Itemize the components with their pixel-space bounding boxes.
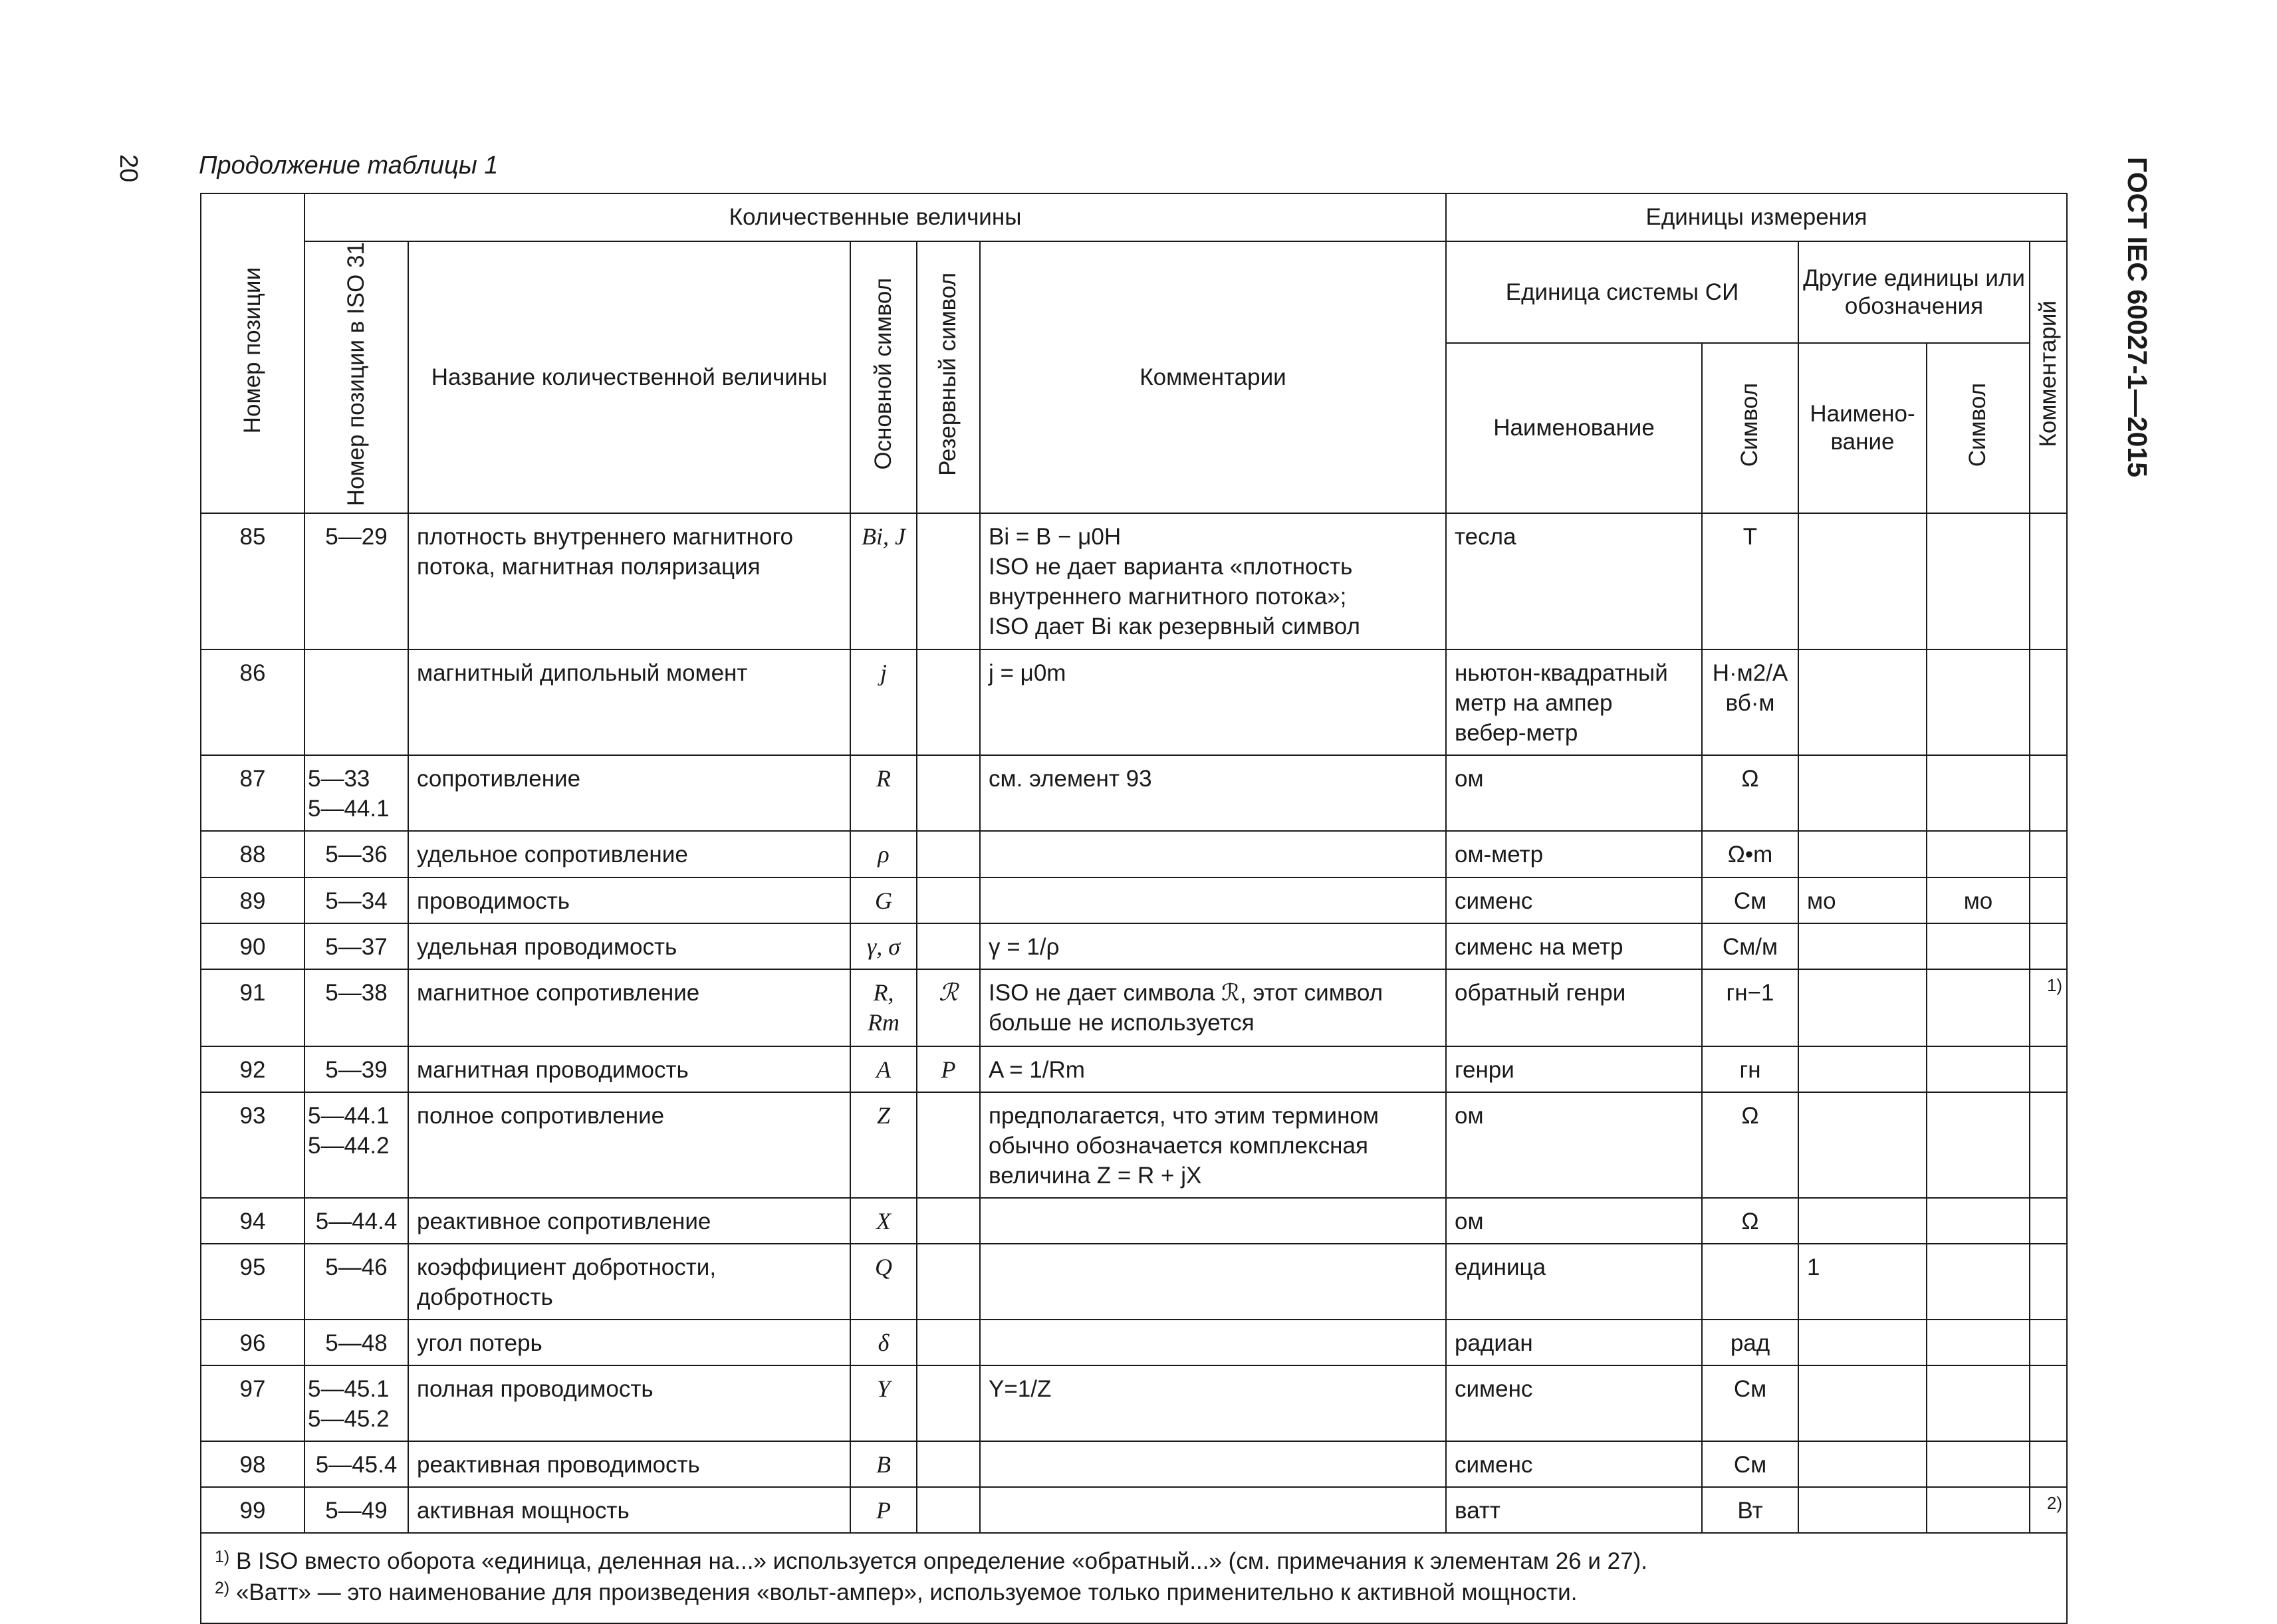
cell-reserve-symbol: ℛ	[917, 969, 980, 1046]
header-quantity-name: Название количественной величины	[408, 241, 850, 513]
cell-other-name	[1798, 1441, 1927, 1487]
cell-quantity-name: угол потерь	[408, 1320, 850, 1365]
cell-other-name	[1798, 755, 1927, 831]
cell-remark	[2030, 1441, 2067, 1487]
cell-si-name	[1446, 831, 1702, 877]
cell-other-symbol	[1927, 1198, 2030, 1244]
cell-si-symbol-line: Ω	[1741, 1209, 1759, 1235]
cell-comments	[980, 969, 1446, 1046]
header-remark: Комментарий	[2030, 241, 2067, 513]
cell-iso-position	[304, 1198, 408, 1244]
cell-position-number: 85	[201, 513, 304, 649]
header-position-number: Номер позиции	[201, 193, 304, 513]
cell-iso-position	[304, 1244, 408, 1320]
cell-iso-position	[304, 923, 408, 969]
cell-si-name-line: генри	[1455, 1057, 1514, 1084]
table-row	[201, 1046, 2067, 1092]
cell-iso-position-line: 5—39	[325, 1057, 388, 1084]
cell-comments	[980, 923, 1446, 969]
cell-reserve-symbol	[917, 755, 980, 831]
cell-iso-position-line: 5—29	[325, 524, 388, 550]
cell-main-symbol: ρ	[850, 831, 917, 877]
table-row	[201, 513, 2067, 649]
cell-other-name	[1798, 1365, 1927, 1441]
cell-remark: 2)	[2030, 1487, 2067, 1533]
cell-si-symbol-line: См	[1733, 1452, 1767, 1478]
table-row	[201, 1487, 2067, 1533]
cell-position-number: 95	[201, 1244, 304, 1320]
cell-iso-position-line: 5—45.1	[308, 1376, 390, 1403]
cell-si-symbol	[1702, 755, 1798, 831]
cell-si-symbol-line: См	[1733, 888, 1767, 915]
cell-quantity-name: полная проводимость	[408, 1365, 850, 1441]
cell-quantity-name: удельная проводимость	[408, 923, 850, 969]
cell-si-name	[1446, 969, 1702, 1046]
cell-comments-line: j = μ0m	[989, 660, 1066, 687]
cell-other-symbol	[1927, 755, 2030, 831]
cell-other-symbol	[1927, 1487, 2030, 1533]
cell-other-name	[1798, 649, 1927, 755]
cell-comments	[980, 1198, 1446, 1244]
cell-iso-position	[304, 513, 408, 649]
cell-si-symbol-line: Ω	[1741, 1103, 1759, 1129]
cell-si-symbol-line: Ω•m	[1727, 842, 1773, 868]
cell-other-symbol	[1927, 1244, 2030, 1320]
cell-position-number: 90	[201, 923, 304, 969]
cell-si-name-line: ом	[1455, 1103, 1484, 1129]
cell-iso-position-line: 5—44.2	[308, 1133, 390, 1159]
cell-other-symbol	[1927, 923, 2030, 969]
cell-main-symbol: R	[850, 755, 917, 831]
cell-quantity-name: удельное сопротивление	[408, 831, 850, 877]
cell-comments-line: γ = 1/ρ	[989, 934, 1060, 961]
cell-si-name-line: сименс	[1455, 1376, 1533, 1403]
cell-remark	[2030, 649, 2067, 755]
cell-iso-position	[304, 831, 408, 877]
cell-other-symbol	[1927, 831, 2030, 877]
cell-iso-position-line: 5—48	[325, 1330, 388, 1357]
cell-si-symbol	[1702, 1046, 1798, 1092]
cell-si-symbol	[1702, 1365, 1798, 1441]
footnote-1: $^{1)}$ В ISO вместо оборота «единица, деленная на...» используется определение «обратный...» (см. примечания к элементам 26 и 27).	[215, 1548, 1647, 1575]
cell-position-number: 92	[201, 1046, 304, 1092]
cell-quantity-name: магнитный дипольный момент	[408, 649, 850, 755]
cell-comments-line: Bi = B − μ0H	[989, 524, 1122, 550]
cell-reserve-symbol	[917, 923, 980, 969]
cell-main-symbol: δ	[850, 1320, 917, 1365]
cell-si-symbol	[1702, 1441, 1798, 1487]
cell-quantity-name: проводимость	[408, 877, 850, 923]
cell-comments	[980, 1487, 1446, 1533]
cell-iso-position-line: 5—45.2	[308, 1406, 390, 1433]
cell-si-symbol	[1702, 877, 1798, 923]
table-row	[201, 1092, 2067, 1198]
cell-si-name	[1446, 1046, 1702, 1092]
cell-other-name	[1798, 969, 1927, 1046]
cell-quantity-name: активная мощность	[408, 1487, 850, 1533]
cell-comments-line: A = 1/Rm	[989, 1057, 1085, 1084]
header-comments: Комментарии	[980, 241, 1446, 513]
cell-si-name	[1446, 1244, 1702, 1320]
header-other-units: Другие единицы или обозначения	[1798, 241, 2030, 343]
cell-other-name	[1798, 1198, 1927, 1244]
cell-si-symbol	[1702, 1198, 1798, 1244]
cell-main-symbol: Q	[850, 1244, 917, 1320]
cell-si-symbol-line: Т	[1742, 524, 1758, 550]
cell-si-name	[1446, 1365, 1702, 1441]
cell-other-symbol	[1927, 1365, 2030, 1441]
cell-si-name	[1446, 923, 1702, 969]
cell-other-symbol	[1927, 969, 2030, 1046]
table-caption: Продолжение таблицы 1	[199, 152, 499, 179]
cell-main-symbol: Y	[850, 1365, 917, 1441]
footnote-2: $^{2)}$ «Ватт» — это наименование для произведения «вольт-ампер», используемое только применительно к активной мощности.	[215, 1579, 1578, 1606]
cell-main-symbol: j	[850, 649, 917, 755]
cell-si-name	[1446, 877, 1702, 923]
cell-other-symbol	[1927, 1320, 2030, 1365]
cell-remark	[2030, 513, 2067, 649]
cell-comments	[980, 1441, 1446, 1487]
header-si-symbol: Символ	[1702, 343, 1798, 513]
cell-reserve-symbol: P	[917, 1046, 980, 1092]
cell-remark	[2030, 755, 2067, 831]
cell-remark	[2030, 1092, 2067, 1198]
cell-other-symbol	[1927, 649, 2030, 755]
document-title: ГОСТ IEC 60027-1—2015	[2122, 157, 2153, 478]
cell-reserve-symbol	[917, 1092, 980, 1198]
cell-si-name	[1446, 1441, 1702, 1487]
cell-comments	[980, 1244, 1446, 1320]
cell-remark	[2030, 1365, 2067, 1441]
cell-reserve-symbol	[917, 831, 980, 877]
cell-main-symbol: G	[850, 877, 917, 923]
cell-main-symbol: Bi, J	[850, 513, 917, 649]
cell-other-name	[1798, 1320, 1927, 1365]
page-number: 20	[114, 154, 142, 183]
cell-position-number: 96	[201, 1320, 304, 1365]
cell-si-symbol	[1702, 831, 1798, 877]
cell-quantity-name: полное сопротивление	[408, 1092, 850, 1198]
cell-iso-position-line: 5—34	[325, 888, 388, 915]
cell-position-number: 97	[201, 1365, 304, 1441]
cell-reserve-symbol	[917, 1198, 980, 1244]
cell-position-number: 89	[201, 877, 304, 923]
cell-si-symbol	[1702, 1320, 1798, 1365]
cell-comments	[980, 831, 1446, 877]
cell-iso-position-line: 5—46	[325, 1254, 388, 1281]
cell-remark	[2030, 1320, 2067, 1365]
cell-si-symbol	[1702, 1092, 1798, 1198]
cell-quantity-name: магнитное сопротивление	[408, 969, 850, 1046]
cell-iso-position	[304, 1441, 408, 1487]
cell-si-name	[1446, 1198, 1702, 1244]
cell-iso-position	[304, 877, 408, 923]
cell-other-name	[1798, 923, 1927, 969]
cell-main-symbol: B	[850, 1441, 917, 1487]
cell-reserve-symbol	[917, 1441, 980, 1487]
cell-si-name-line: сименс	[1455, 1452, 1533, 1478]
cell-quantity-name: магнитная проводимость	[408, 1046, 850, 1092]
cell-si-symbol	[1702, 513, 1798, 649]
table-row	[201, 969, 2067, 1046]
table-row	[201, 1320, 2067, 1365]
cell-reserve-symbol	[917, 1487, 980, 1533]
header-main-symbol: Основной символ	[850, 241, 917, 513]
cell-iso-position	[304, 1320, 408, 1365]
cell-other-name	[1798, 513, 1927, 649]
cell-si-name-line: ом	[1455, 1209, 1484, 1235]
cell-reserve-symbol	[917, 1320, 980, 1365]
cell-main-symbol: P	[850, 1487, 917, 1533]
table-row	[201, 755, 2067, 831]
cell-si-symbol-line: Вт	[1737, 1498, 1763, 1524]
cell-position-number: 86	[201, 649, 304, 755]
cell-comments-line: ISO не дает символа ℛ, этот символ больше не используется	[989, 980, 1383, 1036]
cell-comments	[980, 1320, 1446, 1365]
header-reserve-symbol: Резервный символ	[917, 241, 980, 513]
table-row	[201, 923, 2067, 969]
table-row	[201, 1365, 2067, 1441]
cell-reserve-symbol	[917, 877, 980, 923]
cell-iso-position-line: 5—45.4	[315, 1452, 398, 1478]
footnotes	[201, 1533, 2067, 1623]
cell-position-number: 99	[201, 1487, 304, 1533]
cell-comments-line: ISO дает Bi как резервный символ	[989, 614, 1360, 640]
cell-iso-position	[304, 1487, 408, 1533]
cell-remark	[2030, 831, 2067, 877]
cell-si-name	[1446, 755, 1702, 831]
table-row	[201, 1198, 2067, 1244]
cell-comments	[980, 649, 1446, 755]
cell-si-symbol-line: Н·м2/А	[1712, 660, 1788, 687]
cell-other-name: 1	[1798, 1244, 1927, 1320]
table-row	[201, 1244, 2067, 1320]
cell-quantity-name: сопротивление	[408, 755, 850, 831]
cell-remark	[2030, 1046, 2067, 1092]
cell-main-symbol: X	[850, 1198, 917, 1244]
cell-iso-position-line: 5—37	[325, 934, 388, 961]
cell-other-symbol: мо	[1927, 877, 2030, 923]
quantities-table	[200, 193, 2068, 1624]
cell-position-number: 91	[201, 969, 304, 1046]
cell-comments-line: см. элемент 93	[989, 766, 1152, 792]
cell-iso-position-line: 5—49	[325, 1498, 388, 1524]
cell-other-name	[1798, 831, 1927, 877]
cell-iso-position-line: 5—44.1	[308, 1103, 390, 1129]
cell-reserve-symbol	[917, 513, 980, 649]
cell-other-name: мо	[1798, 877, 1927, 923]
cell-comments-line: предполагается, что этим термином обычно обозначается комплексная величина Z = R + jX	[989, 1103, 1379, 1189]
cell-other-symbol	[1927, 1092, 2030, 1198]
cell-comments	[980, 513, 1446, 649]
header-other-name: Наимено-вание	[1798, 343, 1927, 513]
header-quantities: Количественные величины	[304, 193, 1446, 241]
cell-si-name-line: вебер-метр	[1455, 720, 1578, 747]
cell-main-symbol: R, Rm	[850, 969, 917, 1046]
table-row	[201, 649, 2067, 755]
cell-si-name-line: ватт	[1455, 1498, 1500, 1524]
cell-quantity-name: реактивная проводимость	[408, 1441, 850, 1487]
cell-si-symbol-line: рад	[1730, 1330, 1770, 1357]
cell-other-symbol	[1927, 513, 2030, 649]
cell-comments	[980, 755, 1446, 831]
cell-si-name-line: радиан	[1455, 1330, 1533, 1357]
cell-other-symbol	[1927, 1046, 2030, 1092]
cell-other-name	[1798, 1092, 1927, 1198]
cell-iso-position-line: 5—36	[325, 842, 388, 868]
cell-other-symbol	[1927, 1441, 2030, 1487]
cell-si-name	[1446, 649, 1702, 755]
cell-quantity-name: реактивное сопротивление	[408, 1198, 850, 1244]
table-row	[201, 1441, 2067, 1487]
cell-main-symbol: Z	[850, 1092, 917, 1198]
cell-si-name-line: обратный генри	[1455, 980, 1626, 1006]
cell-si-symbol-line: См/м	[1722, 934, 1778, 961]
cell-si-name	[1446, 1092, 1702, 1198]
cell-remark	[2030, 1198, 2067, 1244]
cell-position-number: 88	[201, 831, 304, 877]
cell-iso-position	[304, 969, 408, 1046]
cell-si-symbol	[1702, 969, 1798, 1046]
table-body	[201, 513, 2067, 1533]
cell-si-name-line: ом	[1455, 766, 1484, 792]
cell-comments	[980, 1092, 1446, 1198]
cell-comments	[980, 1365, 1446, 1441]
cell-reserve-symbol	[917, 649, 980, 755]
cell-iso-position	[304, 755, 408, 831]
cell-comments	[980, 877, 1446, 923]
cell-si-name-line: ом-метр	[1455, 842, 1544, 868]
cell-si-symbol-line: гн−1	[1726, 980, 1774, 1006]
cell-iso-position-line: 5—44.1	[308, 796, 390, 822]
cell-reserve-symbol	[917, 1365, 980, 1441]
cell-comments-line: Y=1/Z	[989, 1376, 1052, 1403]
header-si-name: Наименование	[1446, 343, 1702, 513]
cell-quantity-name: коэффициент добротности, добротность	[408, 1244, 850, 1320]
cell-si-name	[1446, 513, 1702, 649]
cell-position-number: 98	[201, 1441, 304, 1487]
table-row	[201, 831, 2067, 877]
cell-other-name	[1798, 1046, 1927, 1092]
cell-iso-position	[304, 1046, 408, 1092]
cell-si-name	[1446, 1487, 1702, 1533]
header-units: Единицы измерения	[1446, 193, 2067, 241]
cell-main-symbol: A	[850, 1046, 917, 1092]
cell-iso-position-line: 5—38	[325, 980, 388, 1006]
cell-si-symbol	[1702, 1487, 1798, 1533]
header-iso-position: Номер позиции в ISO 31	[304, 241, 408, 513]
cell-si-name-line: сименс	[1455, 888, 1533, 915]
cell-remark	[2030, 1244, 2067, 1320]
cell-si-name-line: сименс на метр	[1455, 934, 1623, 961]
cell-quantity-name: плотность внутреннего магнитного потока, магнитная поляризация	[408, 513, 850, 649]
table-row	[201, 877, 2067, 923]
cell-position-number: 94	[201, 1198, 304, 1244]
cell-remark: 1)	[2030, 969, 2067, 1046]
cell-iso-position-line: 5—33	[308, 766, 370, 792]
cell-position-number: 87	[201, 755, 304, 831]
cell-other-name	[1798, 1487, 1927, 1533]
cell-iso-position-line: 5—44.4	[315, 1209, 398, 1235]
cell-si-symbol-line: вб·м	[1725, 690, 1775, 717]
cell-comments-line: ISO не дает варианта «плотность внутреннего магнитного потока»;	[989, 554, 1353, 610]
cell-iso-position	[304, 649, 408, 755]
cell-reserve-symbol	[917, 1244, 980, 1320]
cell-position-number: 93	[201, 1092, 304, 1198]
cell-si-symbol	[1702, 923, 1798, 969]
cell-si-name-line: ньютон-квадратный метр на ампер	[1455, 660, 1668, 717]
cell-si-name-line: тесла	[1455, 524, 1516, 550]
header-other-symbol: Символ	[1927, 343, 2030, 513]
cell-remark	[2030, 923, 2067, 969]
cell-comments	[980, 1046, 1446, 1092]
cell-si-name	[1446, 1320, 1702, 1365]
cell-iso-position	[304, 1092, 408, 1198]
cell-si-name-line: единица	[1455, 1254, 1546, 1281]
cell-main-symbol: γ, σ	[850, 923, 917, 969]
cell-remark	[2030, 877, 2067, 923]
cell-si-symbol-line: гн	[1739, 1057, 1761, 1084]
cell-si-symbol	[1702, 1244, 1798, 1320]
cell-si-symbol-line: Ω	[1741, 766, 1759, 792]
cell-si-symbol-line: См	[1733, 1376, 1767, 1403]
cell-iso-position	[304, 1365, 408, 1441]
header-si-unit: Единица системы СИ	[1446, 241, 1798, 343]
cell-si-symbol	[1702, 649, 1798, 755]
